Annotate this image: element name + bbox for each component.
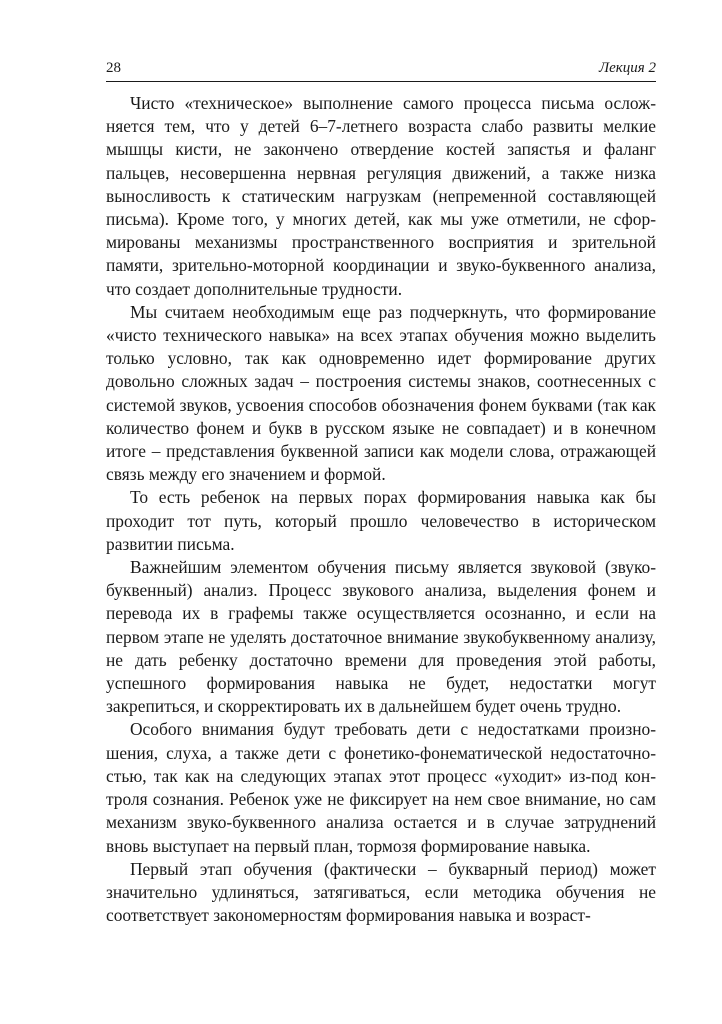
paragraph: Особого внимания будут требовать дети с недостатками произношения, слуха, а также дети с фонетико-фонематической недостаточностью, так как на следующих этапах этот процесс «уходит» из-под контроля сознания. Ребенок уже не фиксирует на нем свое внимание, но сам механизм звуко-буквенного анализа остается и в случае затруднений вновь выступает на первый план, тормозя формирование навыка. (106, 719, 656, 856)
paragraph: Мы считаем необходимым еще раз подчеркнуть, что формирование «чисто технического навыка» на всех этапах обучения можно выделить только условно, так как одновременно идет формирование других довольно сложных задач – построения системы знаков, соотнесенных с системой звуков, усвоения способов обозначения фонем буквами (так как количество фонем и букв в русском языке не совпадает) и в конечном итоге – представления буквенной записи как модели слова, отражающей связь между его значением и формой. (106, 301, 656, 485)
running-header (106, 58, 656, 82)
paragraph: Важнейшим элементом обучения письму является звуковой (звуко-буквенный) анализ. Процесс звукового анализа, выделения фонем и перевода их в графемы также осуществляется осознанно, и если на первом этапе не уделять достаточное внимание звукобуквенному анализу, не дать ребенку достаточно времени для проведения этой работы, успешного формирования навыка не будет, недостатки могут закрепиться, и скорректировать их в дальнейшем будет очень трудно. (106, 557, 656, 717)
paragraph: Первый этап обучения (фактически – букварный период) может значительно удлиняться, затягиваться, если методика обучения не соответствует закономерностям формирования навыка и возраст- (106, 858, 656, 926)
page-number: 28 (106, 60, 121, 76)
paragraph: Чисто «техническое» выполнение самого процесса письма осложняется тем, что у детей 6–7-летнего возраста слабо развиты мелкие мышцы кисти, не закончено отвердение костей запястья и фаланг пальцев, несовершенна нервная регуляция движений, а также низка выносливость к статическим нагрузкам (непременной составляющей письма). Кроме того, у многих детей, как мы уже отметили, не сформированы механизмы пространственного восприятия и зрительной памяти, зрительно-моторной координации и звуко-буквенного анализа, что создает дополнительные трудности. (106, 93, 656, 299)
running-title: Лекция 2 (598, 60, 656, 76)
book-page (106, 58, 656, 927)
paragraph: То есть ребенок на первых порах формирования навыка как бы проходит тот путь, который прошло человечество в историческом развитии письма. (106, 487, 656, 554)
body-text (106, 92, 656, 927)
